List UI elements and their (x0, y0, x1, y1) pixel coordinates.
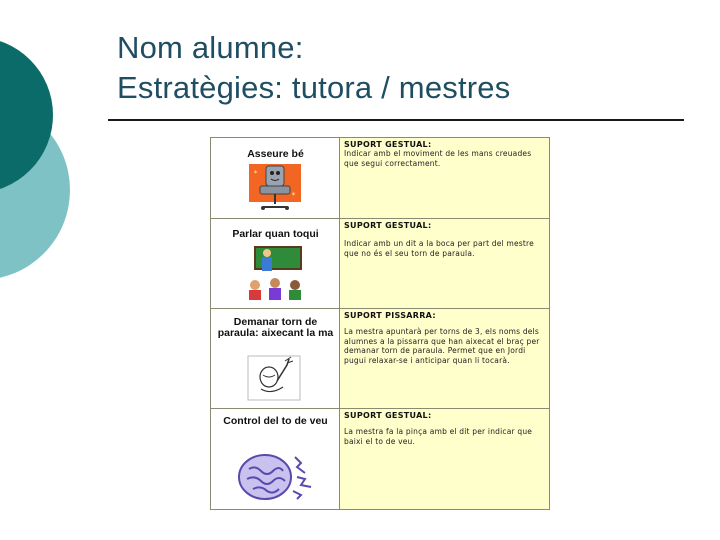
table-row (211, 138, 549, 219)
support-title: SUPORT GESTUAL: (344, 140, 432, 149)
classroom-icon (245, 243, 307, 303)
decorative-circles (0, 0, 110, 300)
support-cell (340, 138, 549, 218)
support-text: Indicar amb un dit a la boca per part del mestre que no és el seu torn de paraula. (344, 239, 534, 258)
svg-text:✶: ✶ (253, 170, 259, 176)
svg-text:✶: ✶ (291, 192, 297, 198)
behavior-cell (211, 309, 340, 408)
loud-voice-icon (231, 447, 321, 503)
behavior-cell (211, 219, 340, 308)
support-title: SUPORT GESTUAL: (344, 411, 432, 420)
table-row (211, 219, 549, 309)
support-text: La mestra apuntarà per torns de 3, els noms dels alumnes a la pissarra que han aixecat el braç per demanar torn de paraula. Permet que en Jordi pugui relaxar-se i anticipar quan li tocarà. (344, 327, 540, 365)
support-text: Indicar amb el moviment de les mans creuades que segui correctament. (344, 149, 532, 168)
support-title: SUPORT PISSARRA: (344, 311, 436, 320)
support-title: SUPORT GESTUAL: (344, 221, 432, 230)
behavior-cell (211, 138, 340, 218)
support-cell (340, 409, 549, 509)
support-cell (340, 219, 549, 308)
title-line-2: Estratègies: tutora / mestres (117, 70, 511, 105)
behavior-label: Asseure bé (247, 148, 304, 160)
behavior-label: Demanar torn de paraula: aixecant la ma (217, 316, 334, 339)
slide-decoration (0, 0, 110, 300)
behavior-cell (211, 409, 340, 509)
chair-icon (245, 160, 305, 212)
support-cell (340, 309, 549, 408)
strategies-table (210, 137, 550, 510)
behavior-label: Parlar quan toqui (232, 228, 319, 240)
raised-hand-icon (247, 355, 301, 401)
title-line-1: Nom alumne: (117, 30, 304, 65)
table-row (211, 409, 549, 509)
title-underline (108, 119, 684, 121)
slide-title (117, 28, 697, 108)
table-row (211, 309, 549, 409)
support-text: La mestra fa la pinça amb el dit per indicar que baixi el to de veu. (344, 427, 533, 446)
behavior-label: Control del to de veu (223, 415, 328, 427)
